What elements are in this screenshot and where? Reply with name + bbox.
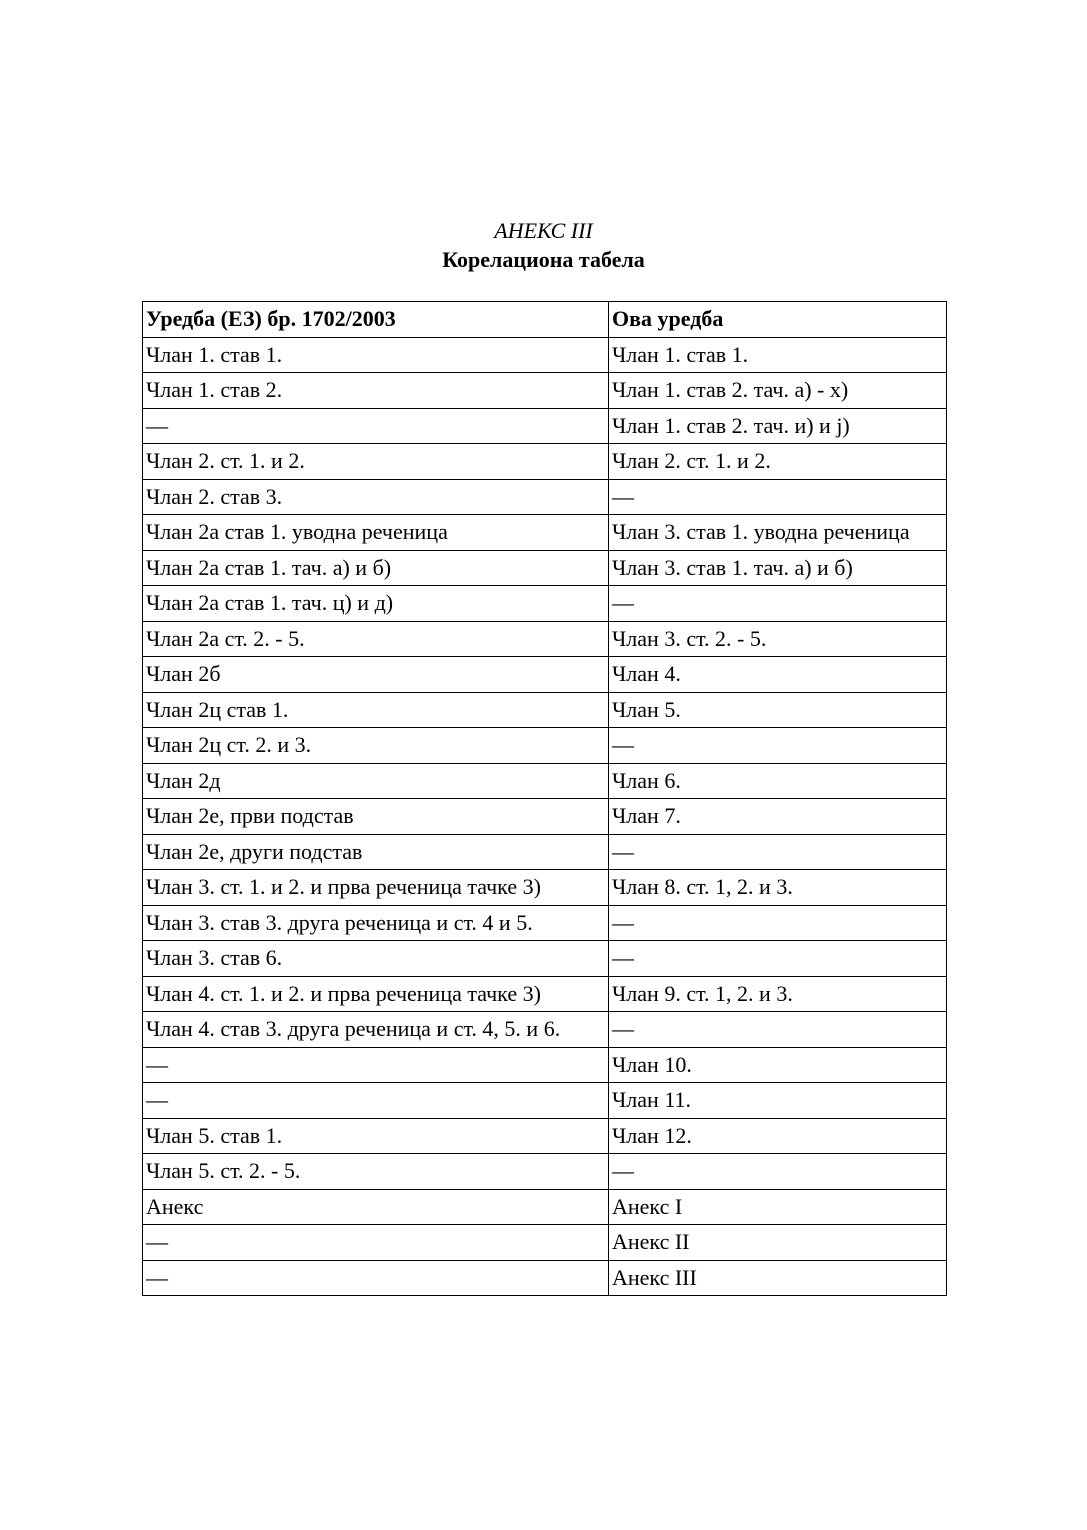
- correlation-table: [142, 301, 947, 1296]
- table-row: [143, 1047, 947, 1083]
- table-row: [143, 1012, 947, 1048]
- cell-old-regulation: Члан 2а ст. 2. - 5.: [143, 621, 609, 657]
- cell-this-regulation: Члан 6.: [609, 763, 947, 799]
- cell-old-regulation: Члан 2д: [143, 763, 609, 799]
- cell-old-regulation: Члан 5. ст. 2. - 5.: [143, 1154, 609, 1190]
- table-row: [143, 408, 947, 444]
- cell-this-regulation: Члан 11.: [609, 1083, 947, 1119]
- cell-this-regulation: Члан 3. ст. 2. - 5.: [609, 621, 947, 657]
- table-row: [143, 337, 947, 373]
- table-row: [143, 550, 947, 586]
- cell-this-regulation: —: [609, 905, 947, 941]
- cell-this-regulation: —: [609, 834, 947, 870]
- cell-old-regulation: —: [143, 1083, 609, 1119]
- table-row: [143, 621, 947, 657]
- cell-this-regulation: —: [609, 1154, 947, 1190]
- annex-title: АНЕКС III: [494, 218, 593, 243]
- cell-old-regulation: Анекс: [143, 1189, 609, 1225]
- cell-this-regulation: Анекс II: [609, 1225, 947, 1261]
- table-row: [143, 905, 947, 941]
- table-row: [143, 1083, 947, 1119]
- table-header-row: [143, 302, 947, 338]
- cell-old-regulation: Члан 2а став 1. уводна реченица: [143, 515, 609, 551]
- cell-old-regulation: Члан 2а став 1. тач. а) и б): [143, 550, 609, 586]
- header-old-regulation: Уредба (ЕЗ) бр. 1702/2003: [143, 302, 609, 338]
- table-row: [143, 692, 947, 728]
- cell-old-regulation: —: [143, 1047, 609, 1083]
- table-row: [143, 834, 947, 870]
- cell-this-regulation: Анекс I: [609, 1189, 947, 1225]
- table-body: [143, 337, 947, 1296]
- cell-this-regulation: Члан 10.: [609, 1047, 947, 1083]
- cell-old-regulation: Члан 2. ст. 1. и 2.: [143, 444, 609, 480]
- cell-this-regulation: Члан 9. ст. 1, 2. и 3.: [609, 976, 947, 1012]
- cell-this-regulation: —: [609, 728, 947, 764]
- table-row: [143, 444, 947, 480]
- cell-this-regulation: Члан 3. став 1. уводна реченица: [609, 515, 947, 551]
- table-row: [143, 1189, 947, 1225]
- table-row: [143, 1225, 947, 1261]
- table-row: [143, 976, 947, 1012]
- cell-old-regulation: —: [143, 1225, 609, 1261]
- table-row: [143, 1118, 947, 1154]
- cell-old-regulation: Члан 2. став 3.: [143, 479, 609, 515]
- table-title: Корелациона табела: [442, 247, 645, 272]
- cell-old-regulation: Члан 2б: [143, 657, 609, 693]
- table-row: [143, 763, 947, 799]
- cell-old-regulation: Члан 4. ст. 1. и 2. и прва реченица тачке 3): [143, 976, 609, 1012]
- table-row: [143, 373, 947, 409]
- table-header: [143, 302, 947, 338]
- cell-this-regulation: —: [609, 941, 947, 977]
- cell-old-regulation: Члан 3. ст. 1. и 2. и прва реченица тачке 3): [143, 870, 609, 906]
- cell-this-regulation: —: [609, 1012, 947, 1048]
- cell-this-regulation: Члан 8. ст. 1, 2. и 3.: [609, 870, 947, 906]
- cell-old-regulation: Члан 2е, први подстав: [143, 799, 609, 835]
- cell-this-regulation: Анекс III: [609, 1260, 947, 1296]
- header-this-regulation: Ова уредба: [609, 302, 947, 338]
- cell-old-regulation: Члан 1. став 1.: [143, 337, 609, 373]
- cell-old-regulation: Члан 1. став 2.: [143, 373, 609, 409]
- cell-this-regulation: Члан 7.: [609, 799, 947, 835]
- cell-old-regulation: Члан 2ц ст. 2. и 3.: [143, 728, 609, 764]
- cell-old-regulation: —: [143, 408, 609, 444]
- table-row: [143, 515, 947, 551]
- cell-this-regulation: Члан 5.: [609, 692, 947, 728]
- table-row: [143, 870, 947, 906]
- table-row: [143, 479, 947, 515]
- table-row: [143, 1260, 947, 1296]
- cell-this-regulation: Члан 1. став 1.: [609, 337, 947, 373]
- table-row: [143, 586, 947, 622]
- cell-old-regulation: Члан 3. став 6.: [143, 941, 609, 977]
- cell-this-regulation: —: [609, 586, 947, 622]
- cell-this-regulation: —: [609, 479, 947, 515]
- cell-old-regulation: Члан 4. став 3. друга реченица и ст. 4, 5. и 6.: [143, 1012, 609, 1048]
- cell-this-regulation: Члан 4.: [609, 657, 947, 693]
- table-row: [143, 799, 947, 835]
- cell-old-regulation: Члан 5. став 1.: [143, 1118, 609, 1154]
- cell-old-regulation: Члан 2а став 1. тач. ц) и д): [143, 586, 609, 622]
- table-row: [143, 657, 947, 693]
- cell-this-regulation: Члан 3. став 1. тач. а) и б): [609, 550, 947, 586]
- cell-old-regulation: Члан 2ц став 1.: [143, 692, 609, 728]
- cell-this-regulation: Члан 1. став 2. тач. а) - х): [609, 373, 947, 409]
- table-row: [143, 941, 947, 977]
- cell-old-regulation: —: [143, 1260, 609, 1296]
- cell-this-regulation: Члан 1. став 2. тач. и) и ј): [609, 408, 947, 444]
- cell-this-regulation: Члан 2. ст. 1. и 2.: [609, 444, 947, 480]
- table-row: [143, 1154, 947, 1190]
- cell-this-regulation: Члан 12.: [609, 1118, 947, 1154]
- table-row: [143, 728, 947, 764]
- cell-old-regulation: Члан 3. став 3. друга реченица и ст. 4 и 5.: [143, 905, 609, 941]
- cell-old-regulation: Члан 2е, други подстав: [143, 834, 609, 870]
